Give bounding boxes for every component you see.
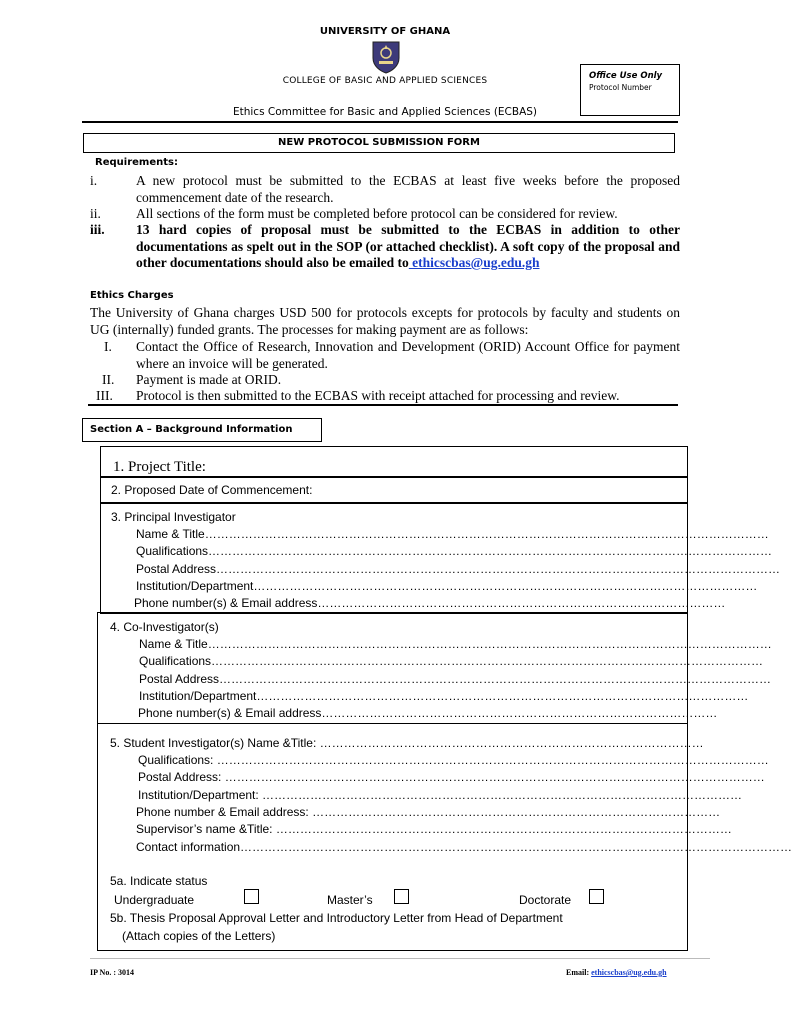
thesis-letter-note: (Attach copies of the Letters) (122, 929, 276, 943)
principal-investigator-box[interactable] (100, 502, 781, 614)
ip-number: IP No. : 3014 (90, 968, 134, 977)
commencement-date-box[interactable] (100, 476, 688, 504)
ethics-charges-intro: The University of Ghana charges USD 500 for protocols excepts for protocols by faculty and students on UG (internally) funded grants. The processes for making payment are as follows: (90, 305, 680, 337)
committee-name: Ethics Committee for Basic and Applied Sciences (ECBAS) (232, 106, 538, 118)
protocol-number-label: Protocol Number (589, 83, 652, 92)
payment-steps: I. Contact the Office of Research, Innovation and Development (ORID) Account Office for payment where an invoice will be generated. II. Payment is made at ORID. III. Protocol is then submitted to the ECBAS with receipt attached for processing and review. (96, 339, 680, 403)
co-investigator-box[interactable] (97, 612, 772, 724)
status-label: 5a. Indicate status (110, 874, 208, 888)
si-institution-field[interactable]: Institution/Department: ………………………………………………………………………………………………………… (138, 788, 743, 802)
pi-name-field[interactable]: Name & Title…………………………………………………………………………………………………………………………… (136, 527, 769, 541)
pi-qualifications-field[interactable]: Qualifications…………………………………………………………………………………………………………………………… (136, 544, 773, 558)
university-crest-icon (370, 40, 402, 74)
si-name-field[interactable]: 5. Student Investigator(s) Name &Title: …………………………………………………………………………………… (110, 736, 704, 750)
footer-email: Email: ethicscbas@ug.edu.gh (566, 968, 667, 977)
pi-postal-field[interactable]: Postal Address…………………………………………………………………………………………………………………………… (136, 562, 781, 576)
doctorate-checkbox[interactable] (589, 889, 604, 904)
student-investigator-box[interactable] (97, 723, 792, 951)
masters-checkbox[interactable] (394, 889, 409, 904)
si-postal-field[interactable]: Postal Address: ……………………………………………………………………………………………………………………… (138, 770, 765, 784)
project-title-label: 1. Project Title: (113, 459, 206, 475)
coi-institution-field[interactable]: Institution/Department…………………………………………………………………………………………………………… (139, 689, 749, 703)
thesis-letter-label: 5b. Thesis Proposal Approval Letter and Introductory Letter from Head of Department (110, 911, 563, 925)
requirements-list: i. A new protocol must be submitted to the ECBAS at least five weeks before the proposed commencement date of the research. ii. All sections of the form must be completed before protocol can be considered for review. iii. 13 hard copies of proposal must be submitted to the ECBAS in addition to other documentations as spelt out in the SOP (or attached checklist). A soft copy of the proposal and other documentations should also be emailed to ethicscbas@ug.edu.gh (90, 173, 680, 270)
undergraduate-option-label: Undergraduate (114, 893, 195, 907)
email-link[interactable]: ethicscbas@ug.edu.gh (408, 255, 540, 270)
si-contact-field[interactable]: Phone number & Email address: ………………………………………………………………………………………… (136, 805, 721, 819)
coi-contact-field[interactable]: Phone number(s) & Email address……………………………………………………………………………………… (138, 706, 718, 720)
supervisor-field[interactable]: Supervisor’s name &Title: …………………………………………………………………………………………………… (136, 822, 732, 836)
pi-contact-field[interactable]: Phone number(s) & Email address………………………………………………………………………………………… (134, 596, 726, 610)
university-name: UNIVERSITY OF GHANA (319, 26, 451, 37)
divider (82, 121, 678, 123)
ethics-charges-heading: Ethics Charges (90, 290, 174, 301)
doctorate-option-label: Doctorate (519, 893, 572, 907)
section-a-title: Section A – Background Information (82, 418, 322, 442)
coi-name-field[interactable]: Name & Title…………………………………………………………………………………………………………………………… (139, 637, 772, 651)
contact-info-field[interactable]: Contact information………………………………………………………………………………………………………………………… (136, 840, 792, 854)
masters-option-label: Master’s (327, 893, 373, 907)
coi-postal-field[interactable]: Postal Address………………………………………………………………………………………………………………………… (139, 672, 772, 686)
pi-label: 3. Principal Investigator (111, 510, 236, 524)
divider (88, 404, 678, 406)
coi-label: 4. Co-Investigator(s) (110, 620, 219, 634)
si-qualifications-field[interactable]: Qualifications: ………………………………………………………………………………………………………………………… (138, 753, 769, 767)
office-use-label: Office Use Only (589, 71, 663, 81)
project-title-box[interactable] (100, 446, 688, 478)
footer-divider (90, 958, 710, 959)
requirements-heading: Requirements: (95, 157, 178, 168)
coi-qualifications-field[interactable]: Qualifications………………………………………………………………………………………………………………………… (139, 654, 764, 668)
form-title: NEW PROTOCOL SUBMISSION FORM (83, 133, 675, 153)
commencement-date-label: 2. Proposed Date of Commencement: (111, 483, 313, 497)
college-name: COLLEGE OF BASIC AND APPLIED SCIENCES (282, 76, 488, 86)
undergraduate-checkbox[interactable] (244, 889, 259, 904)
pi-institution-field[interactable]: Institution/Department……………………………………………………………………………………………………………… (136, 579, 758, 593)
footer-email-link[interactable]: ethicscbas@ug.edu.gh (591, 968, 667, 977)
